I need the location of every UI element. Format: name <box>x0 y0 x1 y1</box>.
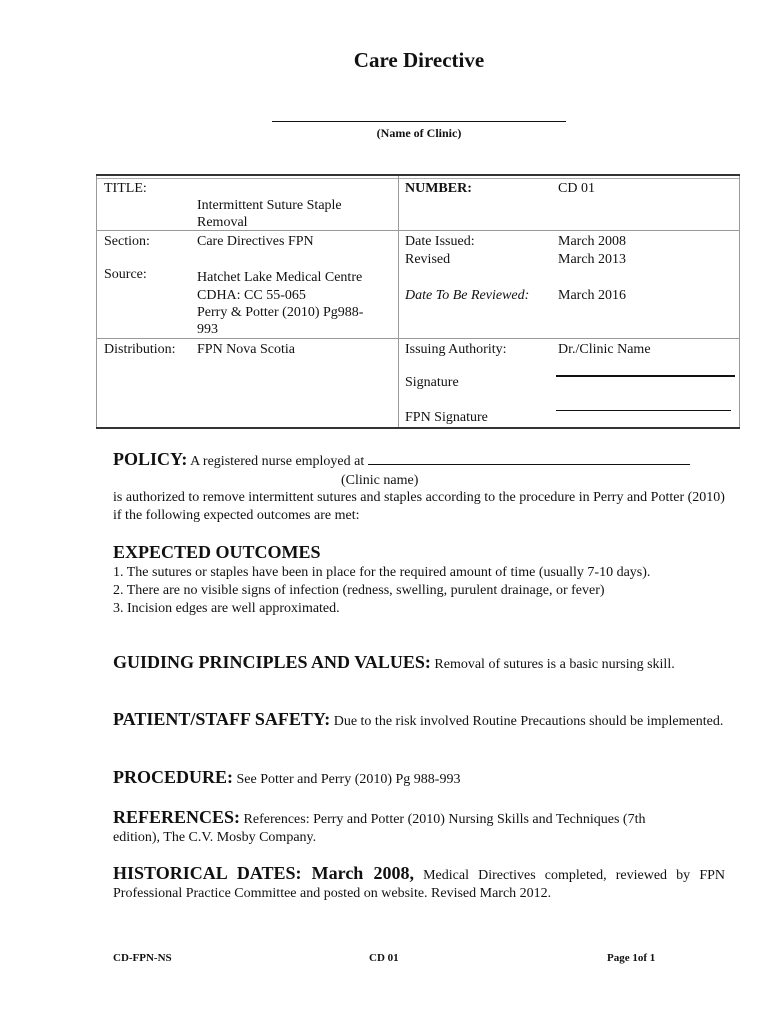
clinic-name-hint: (Clinic name) <box>341 473 419 488</box>
issuing-authority-value: Dr./Clinic Name <box>558 342 651 357</box>
historical-heading: HISTORICAL DATES: March 2008, <box>113 863 414 883</box>
footer-number: CD 01 <box>369 952 399 964</box>
revised-value: March 2013 <box>558 252 627 267</box>
procedure-heading: PROCEDURE: <box>113 767 233 787</box>
number-label: NUMBER: <box>405 181 472 196</box>
expected-outcome-item: 3. Incision edges are well approximated. <box>113 601 340 616</box>
title-value-line1: Intermittent Suture Staple <box>197 198 342 213</box>
table-top-border <box>96 174 740 176</box>
references-section <box>113 808 688 847</box>
title-label: TITLE: <box>104 181 147 196</box>
review-value: March 2016 <box>558 288 627 303</box>
revised-label: Revised <box>405 252 451 267</box>
source-line: 993 <box>197 322 218 337</box>
fpn-signature-line <box>556 410 731 411</box>
table-right-border <box>739 176 740 427</box>
date-issued-value: March 2008 <box>558 234 627 249</box>
policy-heading: POLICY: <box>113 449 188 469</box>
safety-text: Due to the risk involved Routine Precautions should be implemented. <box>330 714 724 729</box>
source-line: Perry & Potter (2010) Pg988- <box>197 305 364 320</box>
policy-body: is authorized to remove intermittent sutures and staples according to the procedure in Perry and Potter (2010) if the following expected outcomes are met: <box>113 490 725 523</box>
safety-heading: PATIENT/STAFF SAFETY: <box>113 709 331 729</box>
safety-section <box>113 710 725 731</box>
expected-outcome-item: 2. There are no visible signs of infection (redness, swelling, purulent drainage, or fever) <box>113 583 605 598</box>
page-title: Care Directive <box>353 48 485 72</box>
distribution-value: FPN Nova Scotia <box>197 342 295 357</box>
footer-doc-code: CD-FPN-NS <box>113 952 172 964</box>
table-center-divider <box>398 176 399 427</box>
number-value: CD 01 <box>558 181 595 196</box>
section-value: Care Directives FPN <box>197 234 314 249</box>
historical-section <box>113 864 725 903</box>
clinic-name-line <box>272 121 566 122</box>
clinic-name-blank <box>368 451 690 465</box>
policy-lead: A registered nurse employed at <box>187 454 368 469</box>
table-left-border <box>96 176 97 427</box>
guiding-principles-heading: GUIDING PRINCIPLES AND VALUES: <box>113 652 431 672</box>
footer-page: Page 1of 1 <box>607 952 656 964</box>
guiding-principles-text: Removal of sutures is a basic nursing skill. <box>430 657 675 672</box>
review-label: Date To Be Reviewed: <box>405 288 530 303</box>
expected-outcome-item: 1. The sutures or staples have been in place for the required amount of time (usually 7-10 days). <box>113 565 651 580</box>
source-label: Source: <box>104 267 147 282</box>
clinic-name-label: (Name of Clinic) <box>376 126 462 140</box>
historical-text: Medical Directives completed, reviewed by FPN Professional Practice Committee and posted on website. Revised March 2012. <box>113 868 725 901</box>
expected-outcomes-heading: EXPECTED OUTCOMES <box>113 542 321 562</box>
table-top-border-inner <box>96 178 740 179</box>
date-issued-label: Date Issued: <box>405 234 475 249</box>
references-heading: REFERENCES: <box>113 807 241 827</box>
issuing-authority-label: Issuing Authority: <box>405 342 507 357</box>
procedure-text: See Potter and Perry (2010) Pg 988-993 <box>233 772 461 787</box>
source-line: Hatchet Lake Medical Centre <box>197 270 363 285</box>
table-row-divider <box>96 230 740 231</box>
source-line: CDHA: CC 55-065 <box>197 288 306 303</box>
guiding-principles-section <box>113 653 725 674</box>
signature-line <box>556 375 735 377</box>
section-label: Section: <box>104 234 150 249</box>
table-bottom-border <box>96 427 740 429</box>
title-value-line2: Removal <box>197 215 248 230</box>
distribution-label: Distribution: <box>104 342 176 357</box>
policy-section <box>113 450 725 471</box>
references-text: References: Perry and Potter (2010) Nursing Skills and Techniques (7th edition), The C.V. Mosby Company. <box>113 812 646 845</box>
fpn-signature-label: FPN Signature <box>405 410 488 425</box>
signature-label: Signature <box>405 375 459 390</box>
procedure-section <box>113 768 725 789</box>
table-row-divider <box>96 338 740 339</box>
